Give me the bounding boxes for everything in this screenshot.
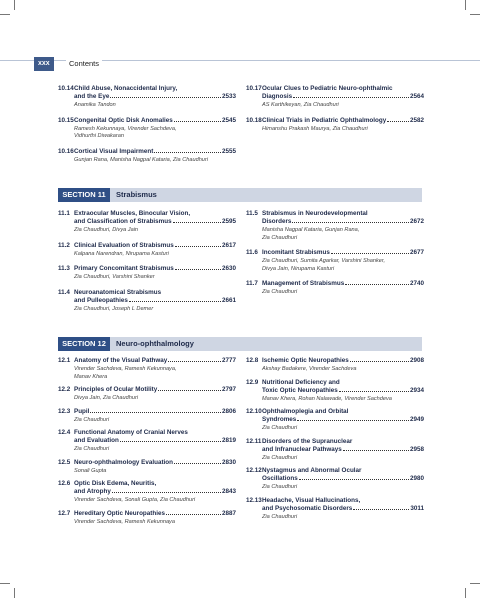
chapter-title-text: Ischemic Optic Neuropathies (262, 357, 349, 364)
chapter-title-text: Cortical Visual Impairment (74, 147, 154, 155)
dot-leader (174, 463, 221, 464)
dot-leader (90, 412, 221, 413)
chapter-number: 12.8 (246, 357, 259, 364)
chapter-title (74, 480, 236, 496)
crop-mark (14, 0, 15, 10)
chapter-title (262, 249, 424, 257)
toc-entry (246, 467, 424, 492)
page-number: 2582 (409, 116, 424, 124)
page-number: 2677 (409, 249, 424, 256)
chapter-title-text: and Atrophy (74, 488, 111, 495)
chapter-authors (262, 396, 424, 404)
chapter-authors (262, 425, 424, 433)
chapter-title-line (74, 242, 236, 250)
author-line: Manav Khera, Rohan Nalawade, Virender Sachdeva (262, 395, 392, 402)
section-title: Strabismus (116, 190, 157, 199)
dot-leader (173, 222, 221, 223)
chapter-authors (74, 497, 236, 505)
chapter-title (74, 510, 236, 518)
toc-entry (58, 242, 236, 259)
chapter-title (262, 408, 424, 424)
toc-entry (246, 210, 424, 242)
page-number: xxx (34, 57, 54, 71)
toc-entry (246, 85, 424, 110)
chapter-number: 10.18 (246, 116, 262, 124)
page-number: 2533 (221, 93, 236, 100)
crop-mark (470, 14, 480, 15)
chapter-title (262, 85, 424, 101)
dot-leader (345, 284, 409, 285)
dot-leader (292, 222, 409, 223)
chapter-title-line (74, 297, 236, 305)
toc-entry (58, 210, 236, 235)
chapter-number: 11.1 (58, 210, 70, 217)
chapter-title-line (262, 475, 424, 483)
chapter-authors (74, 417, 236, 425)
chapter-title-line: Nystagmus and Abnormal Ocular (262, 467, 362, 474)
chapter-title-text: Clinical Evaluation of Strabismus (74, 241, 174, 249)
author-line: Zia Chaudhuri (74, 416, 110, 423)
dot-leader (353, 509, 409, 510)
chapter-authors (74, 468, 236, 476)
chapter-title-text: Primary Concomitant Strabismus (74, 265, 174, 272)
author-line: Divya Jain, Zia Chaudhuri (74, 395, 139, 401)
dot-leader (299, 479, 409, 480)
chapter-title-text: Toxic Optic Neuropathies (262, 386, 338, 394)
section-title: Neuro-ophthalmology (116, 339, 194, 348)
toc-entry (246, 117, 424, 134)
dot-leader (168, 361, 221, 362)
chapter-title-text: Neuro-ophthalmology Evaluation (74, 458, 174, 466)
chapter-title (262, 280, 424, 288)
author-line: Manav Khera (74, 373, 108, 380)
chapter-title-text: Diagnosis (262, 93, 293, 100)
dot-leader (387, 121, 409, 122)
author-line: AS Karthikeyan, Zia Chaudhuri (262, 102, 339, 108)
section-number: SECTION 11 (58, 188, 110, 202)
toc-entry (58, 408, 236, 425)
chapter-title-text: and Classification of Strabismus (74, 218, 172, 225)
chapter-title-line (74, 437, 236, 445)
chapter-authors (262, 227, 424, 242)
chapter-title-line (262, 93, 424, 101)
author-line: Zia Chaudhuri (262, 425, 298, 431)
dot-leader (293, 97, 409, 98)
chapter-number: 11.4 (58, 288, 70, 296)
chapter-title (262, 438, 424, 454)
chapter-authors (74, 446, 236, 454)
chapter-title-line: Disorders of the Supranuclear (262, 437, 353, 445)
author-line: Zia Chaudhuri, Varshini Shanker (74, 274, 155, 280)
chapter-title (74, 386, 236, 394)
toc-entry (246, 438, 424, 463)
chapter-title-line: Neuroanatomical Strabismus (74, 288, 162, 296)
chapter-title-line (262, 357, 424, 365)
chapter-title-text: and Evaluation (74, 437, 119, 444)
crop-mark (465, 0, 466, 10)
chapter-title-line (74, 510, 236, 518)
dot-leader (154, 152, 221, 153)
chapter-title-line: Child Abuse, Nonaccidental Injury, (74, 85, 178, 92)
chapter-title-line: Nutritional Deficiency and (262, 378, 340, 386)
page-number: 2595 (221, 218, 236, 225)
page-number: 2830 (221, 458, 236, 466)
chapter-title-line (74, 488, 236, 496)
chapter-title (74, 289, 236, 305)
chapter-authors (262, 455, 424, 463)
author-line: Manisha Nagpal Kataria, Gunjan Rana, (262, 227, 360, 233)
chapter-title-line: Ocular Clues to Pediatric Neuro-ophthalmic (262, 85, 393, 92)
toc-entry (246, 497, 424, 522)
chapter-title-line (262, 218, 424, 226)
chapter-title-text: Oscillations (262, 475, 298, 482)
author-line: Gunjan Rana, Manisha Nagpal Kataria, Zia Chaudhuri (74, 156, 209, 163)
toc-entry (58, 117, 236, 141)
page-number: 2980 (409, 475, 424, 482)
chapter-authors (74, 274, 236, 282)
chapter-title (74, 429, 236, 445)
dot-leader (174, 121, 221, 122)
chapter-authors (262, 514, 424, 522)
page-number: 2819 (221, 437, 236, 444)
page-number: 2806 (221, 407, 236, 415)
chapter-title-line: Functional Anatomy of Cranial Nerves (74, 429, 188, 436)
chapter-title-text: Congenital Optic Disk Anomalies (74, 116, 173, 124)
chapter-number: 12.12 (246, 467, 262, 474)
chapter-number: 12.3 (58, 407, 71, 415)
chapter-number: 11.5 (246, 210, 258, 217)
toc-entry (58, 386, 236, 403)
chapter-title (74, 117, 236, 125)
chapter-title-line: Extraocular Muscles, Binocular Vision, (74, 210, 191, 217)
page-number: 2887 (221, 509, 236, 517)
dot-leader (120, 441, 221, 442)
author-line: Virender Sachdeva, Ramesh Kekunnaya, (74, 366, 177, 372)
section-banner (58, 337, 422, 351)
page-number: 2661 (221, 296, 236, 304)
author-line: Kalpana Narendran, Nirupama Kasturi (74, 250, 169, 257)
toc-entry (246, 379, 424, 404)
dot-leader (129, 301, 221, 302)
chapter-number: 11.3 (58, 265, 70, 272)
page-number: 2958 (409, 445, 424, 453)
page-number: 2555 (221, 147, 236, 155)
dot-leader (175, 246, 221, 247)
toc-entry (246, 408, 424, 433)
author-line: Vidhurthi Diwakaran (74, 133, 124, 139)
chapter-number: 11.7 (246, 280, 258, 287)
chapter-number: 10.16 (58, 147, 74, 155)
chapter-number: 10.17 (246, 85, 262, 92)
page-number: 2777 (221, 357, 236, 364)
dot-leader (331, 253, 409, 254)
chapter-title-text: Hereditary Optic Neuropathies (74, 509, 165, 517)
chapter-title-line (74, 265, 236, 273)
chapter-title-text: Management of Strabismus (262, 280, 345, 287)
chapter-title-text: Principles of Ocular Motility (74, 386, 158, 393)
chapter-authors (262, 126, 424, 134)
author-line: Zia Chaudhuri (262, 289, 298, 295)
dot-leader (343, 450, 409, 451)
dot-leader (175, 269, 221, 270)
crop-mark (0, 14, 10, 15)
toc-entry (246, 249, 424, 273)
chapter-authors (74, 366, 236, 381)
chapter-number: 10.15 (58, 116, 74, 124)
chapter-number: 12.2 (58, 386, 71, 393)
page-number: 2617 (221, 241, 236, 249)
chapter-title-text: and Infranuclear Pathways (262, 445, 342, 453)
chapter-authors (74, 519, 236, 527)
page-number: 2908 (409, 357, 424, 364)
page-number: 3011 (410, 504, 424, 512)
chapter-title-line (74, 148, 236, 156)
section-banner (58, 188, 422, 202)
section-number: SECTION 12 (58, 337, 110, 351)
chapter-title-line (74, 93, 236, 101)
dot-leader (110, 97, 221, 98)
chapter-title-text: Incomitant Strabismus (262, 249, 330, 256)
toc-column-right (246, 210, 424, 304)
toc-column-right (246, 357, 424, 526)
chapter-title (74, 459, 236, 467)
toc-entry (58, 429, 236, 454)
chapter-title-text: Clinical Trials in Pediatric Ophthalmology (262, 116, 387, 124)
author-line: Zia Chaudhuri (262, 484, 298, 490)
chapter-title-line (74, 459, 236, 467)
author-line: Zia Chaudhuri (262, 234, 298, 241)
page-number: 2797 (221, 386, 236, 393)
toc-entry (58, 265, 236, 282)
chapter-title-line: Strabismus in Neurodevelopmental (262, 210, 368, 217)
chapter-title-line (74, 408, 236, 416)
chapter-title-text: and Psychosomatic Disorders (262, 504, 353, 512)
author-line: Virender Sachdeva, Sonali Gupta, Zia Chaudhuri (74, 497, 196, 503)
toc-entry (58, 480, 236, 505)
chapter-title-text: Pupil (74, 407, 90, 415)
page-number: 2740 (409, 280, 424, 287)
chapter-number: 10.14 (58, 85, 74, 92)
chapter-title (262, 117, 424, 125)
chapter-title (262, 210, 424, 226)
author-line: Ramesh Kekunnaya, Virender Sachdeva, (74, 125, 177, 132)
author-line: Zia Chaudhuri (262, 454, 298, 461)
crop-mark (0, 583, 10, 584)
chapter-authors (74, 395, 236, 403)
chapter-title-line (74, 218, 236, 226)
chapter-title-line (262, 505, 424, 513)
dot-leader (350, 361, 409, 362)
chapter-number: 11.6 (246, 249, 258, 256)
page-number: 2934 (409, 386, 424, 394)
chapter-authors (262, 484, 424, 492)
page-number: 2545 (221, 116, 236, 124)
chapter-number: 12.1 (58, 357, 71, 364)
chapter-title (262, 467, 424, 483)
chapter-title (262, 379, 424, 395)
chapter-title (74, 408, 236, 416)
chapter-number: 11.2 (58, 241, 70, 249)
chapter-title-line: Ophthalmoplegia and Orbital (262, 408, 349, 415)
toc-column-left (58, 85, 236, 171)
chapter-title (74, 265, 236, 273)
author-line: Sonali Gupta (74, 467, 107, 474)
page-number: 2949 (409, 416, 424, 423)
chapter-authors (74, 126, 236, 141)
dot-leader (166, 514, 221, 515)
chapter-title (74, 210, 236, 226)
toc-entry (58, 459, 236, 476)
crop-mark (14, 588, 15, 598)
chapter-title-line: Optic Disk Edema, Neuritis, (74, 480, 157, 487)
toc-entry (58, 510, 236, 527)
chapter-title-line (74, 386, 236, 394)
page-number: 2843 (221, 488, 236, 495)
author-line: Zia Chaudhuri (262, 513, 298, 520)
author-line: Himanshu Prakash Maurya, Zia Chaudhuri (262, 125, 368, 132)
toc-column-left (58, 357, 236, 531)
author-line: Zia Chaudhuri, Joseph L Demer (74, 305, 154, 312)
chapter-title-line: Headache, Visual Hallucinations, (262, 496, 361, 504)
chapter-number: 12.6 (58, 480, 71, 487)
chapter-authors (74, 157, 236, 165)
chapter-title-line (262, 249, 424, 257)
dot-leader (112, 492, 221, 493)
chapter-title-text: and the Eye (74, 93, 110, 100)
chapter-title (262, 357, 424, 365)
toc-entry (58, 289, 236, 314)
dot-leader (339, 391, 409, 392)
toc-column-right (246, 85, 424, 140)
chapter-authors (262, 289, 424, 297)
author-line: Virender Sachdeva, Ramesh Kekunnaya (74, 518, 175, 525)
chapter-title-line (74, 117, 236, 125)
chapter-authors (74, 306, 236, 314)
toc-entry (58, 357, 236, 381)
toc-entry (58, 148, 236, 165)
chapter-authors (74, 102, 236, 110)
toc-entry (246, 357, 424, 374)
toc-entry (246, 280, 424, 297)
author-line: Anamika Tandon (74, 102, 116, 108)
page-number: 2630 (221, 265, 236, 272)
chapter-number: 12.4 (58, 429, 71, 436)
dot-leader (158, 390, 221, 391)
author-line: Zia Chaudhuri, Sumita Agarkar, Varshini Shanker, (262, 258, 386, 264)
chapter-title-line (262, 446, 424, 454)
chapter-title-text: Syndromes (262, 416, 297, 423)
page-number: 2672 (409, 218, 424, 225)
author-line: Zia Chaudhuri (74, 446, 110, 452)
crop-mark (470, 583, 480, 584)
chapter-title-line (262, 280, 424, 288)
chapter-title (74, 148, 236, 156)
chapter-number: 12.7 (58, 509, 71, 517)
chapter-number: 12.10 (246, 408, 262, 415)
crop-mark (465, 588, 466, 598)
chapter-title-line (262, 387, 424, 395)
running-header (0, 57, 480, 71)
chapter-title-line (262, 117, 424, 125)
toc-column-left (58, 210, 236, 320)
chapter-number: 12.9 (246, 378, 259, 386)
chapter-title-text: and Pulleopathies (74, 296, 128, 304)
chapter-title (74, 242, 236, 250)
author-line: Zia Chaudhuri, Divya Jain (74, 227, 139, 233)
chapter-title (262, 497, 424, 513)
dot-leader (297, 420, 409, 421)
author-line: Divya Jain, Nirupama Kasturi (262, 265, 335, 272)
chapter-title-line (74, 357, 236, 365)
chapter-title (74, 357, 236, 365)
header-title: Contents (66, 57, 102, 71)
chapter-title-text: Anatomy of the Visual Pathway (74, 357, 168, 364)
chapter-number: 12.13 (246, 496, 262, 504)
chapter-authors (262, 366, 424, 374)
chapter-authors (74, 251, 236, 259)
toc-entry (58, 85, 236, 110)
author-line: Akshay Badakere, Virender Sachdeva (262, 366, 357, 372)
chapter-authors (74, 227, 236, 235)
chapter-title-text: Disorders (262, 218, 292, 225)
chapter-title-line (262, 416, 424, 424)
page-number: 2564 (409, 93, 424, 100)
chapter-title (74, 85, 236, 101)
chapter-authors (262, 102, 424, 110)
chapter-number: 12.11 (246, 437, 262, 445)
chapter-authors (262, 258, 424, 273)
chapter-number: 12.5 (58, 458, 71, 466)
